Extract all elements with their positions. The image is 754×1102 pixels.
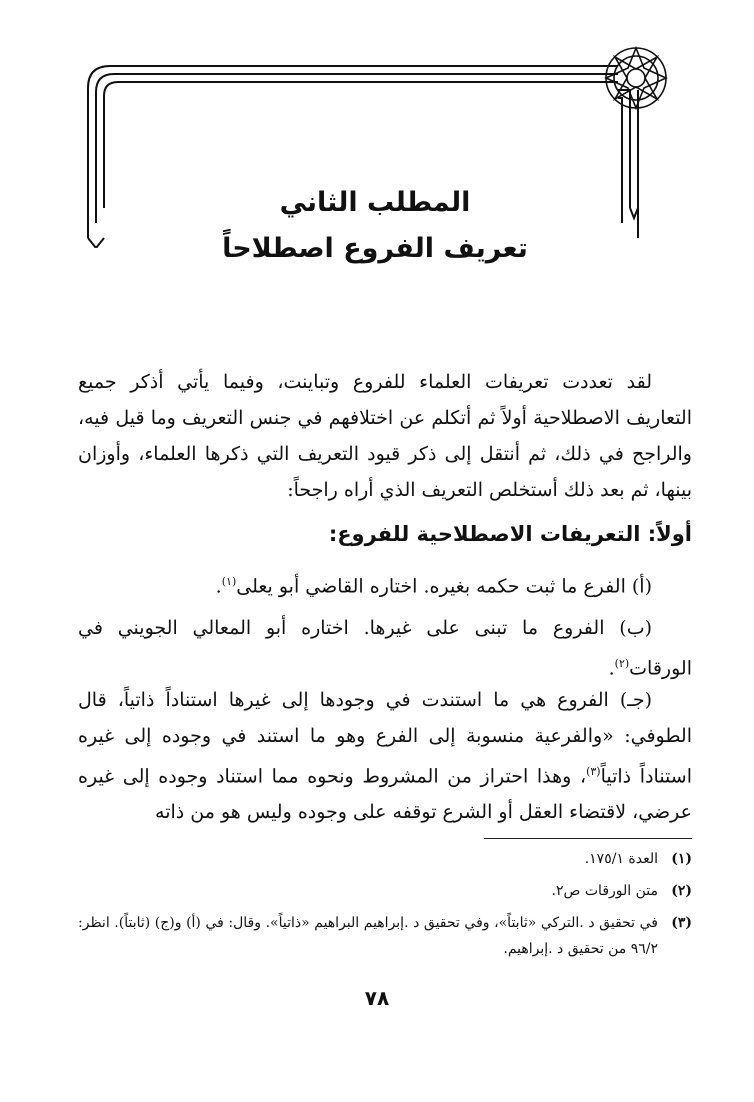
- definition-a: [78, 564, 692, 604]
- definition-c: [78, 682, 692, 830]
- footnote-number: (٢): [671, 883, 692, 899]
- page-number: ٧٨: [364, 986, 390, 1010]
- footnote-number: (٣): [671, 915, 692, 931]
- definition-a-text: (أ) الفرع ما ثبت حكمه بغيره. اختاره القاضي أبو يعلى: [236, 575, 652, 598]
- section-title: المطلب الثاني: [279, 187, 471, 218]
- section-subtitle: تعريف الفروع اصطلاحاً: [222, 233, 528, 264]
- definition-a-end: .: [215, 575, 222, 598]
- definitions-heading: أولاً: التعريفات الاصطلاحية للفروع:: [328, 522, 692, 546]
- definition-b: [78, 610, 692, 686]
- footnote-text: العدة ١٧٥/١.: [584, 851, 658, 867]
- footnote-ref-2: (٢): [614, 657, 630, 670]
- chapter-heading: [180, 180, 570, 272]
- footnote-ref-1: (١): [221, 575, 237, 588]
- footnote-3: [78, 910, 692, 962]
- footnote-text: متن الورقات ص٢.: [551, 883, 658, 899]
- definition-b-text: (ب) الفروع ما تبنى على غيرها. اختاره أبو المعالي الجويني في الورقات: [78, 617, 692, 680]
- definition-c-text: (جـ) الفروع هي ما استندت في وجودها إلى غيرها استناداً ذاتياً، قال الطوفي: «والفرعية منسوبة إلى الفرع وهو ما استند في وجوده إلى غيره استناداً ذاتياً: [78, 689, 692, 788]
- footnote-2: [78, 878, 692, 904]
- definition-b-end: .: [608, 657, 615, 680]
- definition-c-continuation: ، وهذا احتراز من المشروط ونحوه مما استناد وجوده إلى غيره عرضي، لاقتضاء العقل أو الشرع توقفه على وجوده وليس هو من ذاته: [78, 765, 692, 824]
- intro-text: لقد تعددت تعريفات العلماء للفروع وتباينت، وفيما يأتي أذكر جميع التعاريف الاصطلاحية أولاً ثم أتكلم عن اختلافهم في جنس التعريف وما قيل فيه، والراجح في ذلك، ثم أنتقل إلى ذكر قيود التعريف التي ذكرها العلماء، وأوزان بينها، ثم بعد ذلك أستخلص التعريف الذي أراه راجحاً:: [78, 371, 692, 501]
- footnotes: [78, 846, 692, 968]
- footnote-1: [78, 846, 692, 872]
- footnote-divider: [484, 838, 692, 839]
- intro-paragraph: [78, 364, 692, 508]
- footnote-text: في تحقيق د .التركي «ثابتاً»، وفي تحقيق د .إبراهيم البراهيم «ذاتياً». وقال: في (أ) و(ج) (ثابتاً). انظر: ٩٦/٢ من تحقيق د .إبراهيم.: [78, 915, 658, 957]
- footnote-ref-3: (٣): [586, 765, 601, 778]
- footnote-number: (١): [671, 851, 692, 867]
